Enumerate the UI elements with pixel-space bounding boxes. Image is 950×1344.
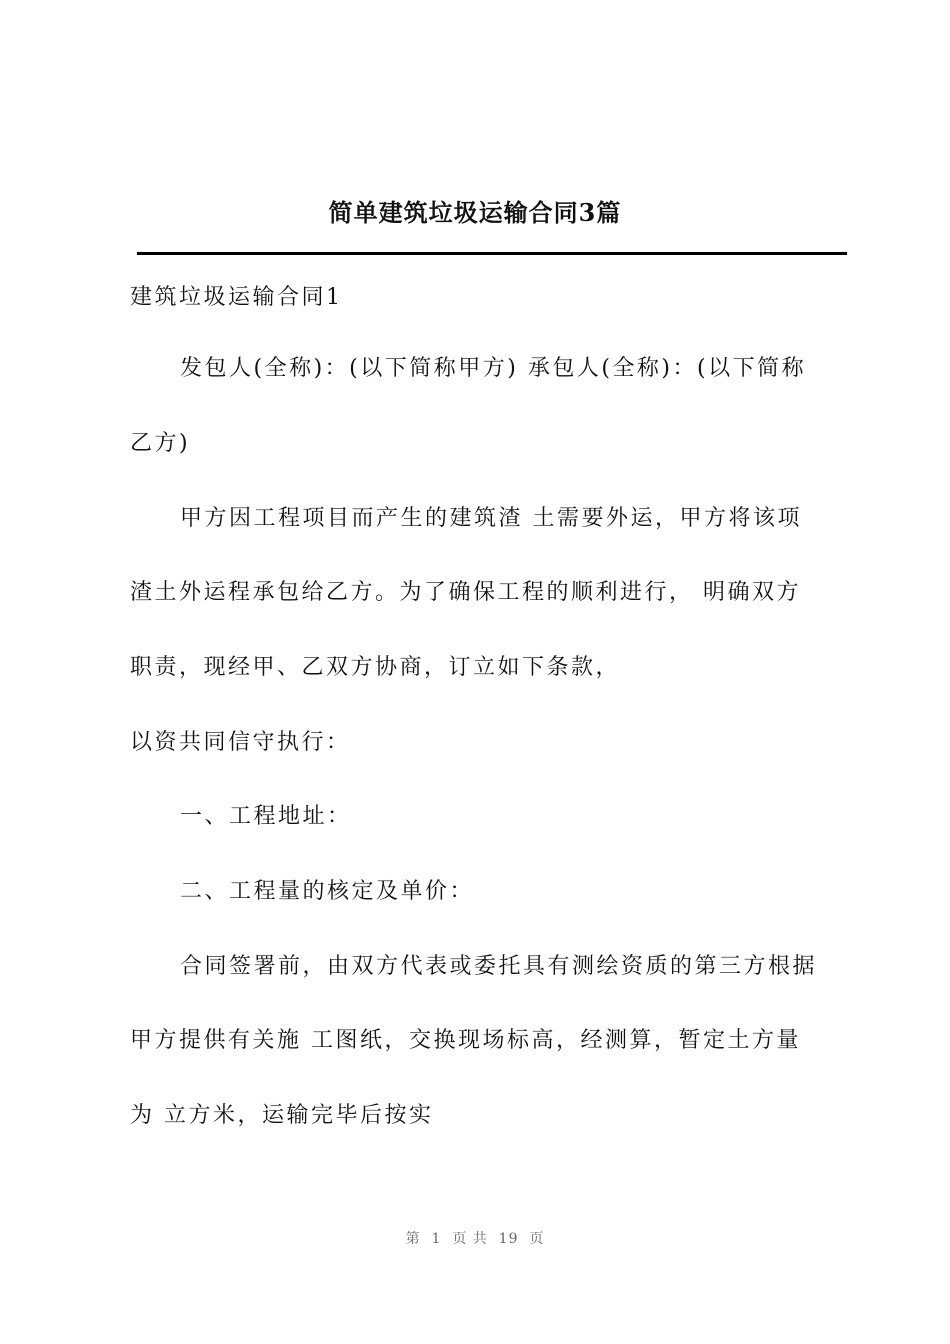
paragraph-line: 乙方)	[130, 431, 191, 456]
page-number-footer: 第 1 页 共 19 页	[405, 1231, 545, 1247]
document-title: 简单建筑垃圾运输合同3篇	[328, 198, 622, 227]
paragraph-line: 为 立方米，运输完毕后按实	[130, 1103, 434, 1128]
clause-heading: 二、工程量的核定及单价：	[180, 879, 475, 904]
paragraph-line: 合同签署前，由双方代表或委托具有测绘资质的第三方根据	[180, 954, 818, 979]
paragraph-line: 渣土外运程承包给乙方。为了确保工程的顺利进行， 明确双方	[130, 580, 801, 605]
clause-heading: 一、工程地址：	[180, 804, 352, 829]
paragraph-line: 发包人(全称)：(以下简称甲方) 承包人(全称)：(以下简称	[180, 356, 807, 381]
paragraph-line: 以资共同信守执行：	[130, 730, 351, 755]
paragraph-line: 职责，现经甲、乙双方协商，订立如下条款，	[130, 655, 621, 680]
paragraph-line: 甲方因工程项目而产生的建筑渣 土需要外运，甲方将该项	[180, 506, 802, 531]
title-divider	[137, 252, 847, 255]
section-heading: 建筑垃圾运输合同1	[130, 285, 343, 310]
paragraph-line: 甲方提供有关施 工图纸，交换现场标高，经测算，暂定土方量	[130, 1028, 801, 1053]
